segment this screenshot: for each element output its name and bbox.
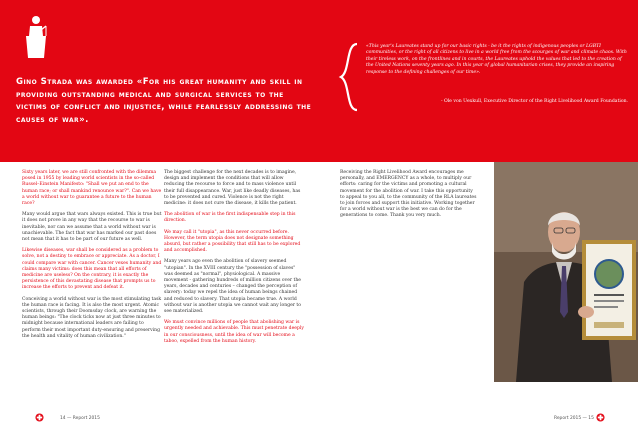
red-banner [0, 0, 638, 162]
curly-brace-icon [338, 42, 360, 112]
paragraph: Many would argue that wars always existed. This is true but it does not prove in any way that the recourse to war is inevitable, nor can we assume that a world without war is unachievable. The fact that war has marked our past does not mean that it has to be part of our future as well. [22, 212, 162, 243]
paragraph: Receiving the Right Livelihood Award encourages me personally, and EMERGENCY as a whole, to multiply our efforts: caring for the victims and promoting a cultural movement for the abolition of war. I take this opportunity to appeal to you all, to the community of the RLA laureates to join forces and support this initiative. Working together for a world without war is the best we can do for the generations to come. Thank you very much. [340, 170, 477, 219]
laureates-quote: «This year's Laureates stand up for our basic rights - be it the rights of indigenous peoples or LGBTI communities, or the right of all citizens to live in a world free from the scourges of war and climate chaos. With their tireless work, on the frontlines and in courts, the Laureates uphold the values that led to the creation of the United Nations seventy years ago. In this year of global humanitarian crises, they provide an inspiring response to the defining challenges of our time». [366, 44, 627, 75]
quote-attribution: - Ole von Uexkull, Executive Director of the Right Livelihood Award Foundation. [440, 99, 628, 104]
emergency-logo-icon [596, 413, 605, 422]
photo-illustration [494, 162, 638, 382]
intro-paragraph: Sixty years later, we are still confronted with the dilemma posed in 1955 by leading world scientists in the so-called Russel–Einstein Manifesto: "Shall we put an end to the human race; or shall mankind renounce war?". Can we have a world without war to guarantee a future to the human race? [22, 170, 162, 207]
page-footer-left: 14 — Report 2015 [60, 416, 100, 421]
text-column-1 [22, 170, 162, 345]
highlight-paragraph: We may call it "utopia", as this never occurred before. However, the term utopia does not designate something absurd, but rather a possibility that still has to be explored and accomplished. [164, 229, 301, 254]
paragraph: Conceiving a world without war is the most stimulating task the human race is facing. It is also the most urgent. Atomic scientists, through their Doomsday clock, are warning the human beings: "The clock ticks now at just three minutes to midnight because international leaders are failing to perform their most important duty-ensuring and preserving the health and vitality of human civilization." [22, 296, 162, 339]
headline: Gino Strada was awarded «For his great humanity and skill in providing outstanding medical and surgical services to the victims of conflict and injustice, while fearlessly addressing the causes of war». [16, 77, 312, 125]
award-photo [494, 162, 638, 382]
text-column-3 [340, 170, 478, 225]
page-footer-right: Report 2015 — 15 [554, 416, 594, 421]
podium-speaker-icon [16, 14, 56, 60]
highlight-paragraph: The abolition of war is the first indispensable step in this direction. [164, 212, 296, 224]
paragraph: Many years ago even the abolition of slavery seemed "utopian". In the XVIII century the "possession of slaves" was deemed as "normal", physiological. A massive movement - gathering hundreds of million citizens over the years, decades and centuries – changed the perception of slavery: today we repel the idea of human beings chained and reduced to slavery. That utopia became true. A world without war is another utopia we cannot wait any longer to see materialized. [164, 259, 301, 315]
paragraph: The biggest challenge for the next decades is to imagine, design and implement the conditions that will allow reducing the recourse to force and to mass violence until their full disappearance. War, just like deadly diseases, has to be prevented and cured. Violence is not the right medicine: it does not cure the disease, it kills the patient. [164, 170, 301, 207]
highlight-paragraph: We must convince millions of people that abolishing war is urgently needed and achievable. This must penetrate deeply in our consciousness, until the idea of war will become a taboo, expelled from the human history. [164, 320, 304, 344]
emergency-logo-icon [35, 413, 44, 422]
text-column-2 [164, 170, 304, 350]
highlight-paragraph: Likewise diseases, war shall be considered as a problem to solve, not a destiny to embrace or appreciate. As a doctor, I could compare war with cancer. Cancer vexes humanity and claims many victims: does this mean that all efforts of medicine are useless? On the contrary, it is exactly the persistence of this devastating disease that prompts us to increase the efforts to prevent and defeat it. [22, 248, 162, 291]
